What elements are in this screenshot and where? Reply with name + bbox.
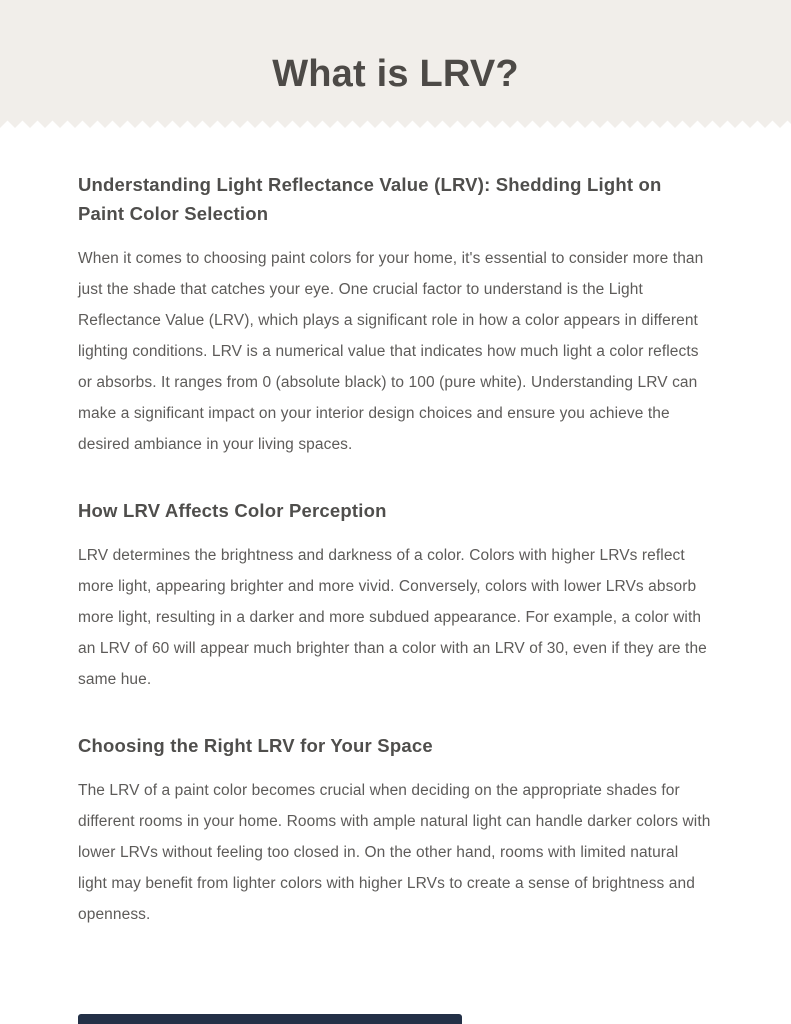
section-heading: Understanding Light Reflectance Value (LRV): Shedding Light on Paint Color Selection [78,174,662,224]
zigzag-border [0,118,791,128]
page-title: What is LRV? [272,53,519,95]
section-paragraph: LRV determines the brightness and darkness of a color. Colors with higher LRVs reflect more light, appearing brighter and more vivid. Conversely, colors with lower LRVs absorb more light, resulting in a darker and more subdued appearance. For example, a color with an LRV of 60 will appear much brighter than a color with an LRV of 30, even if they are the same hue. [78,547,707,688]
section-paragraph: When it comes to choosing paint colors for your home, it's essential to consider more than just the shade that catches your eye. One crucial factor to understand is the Light Reflectance Value (LRV), which plays a significant role in how a color appears in different lighting conditions. LRV is a numerical value that indicates how much light a color reflects or absorbs. It ranges from 0 (absolute black) to 100 (pure white). Understanding LRV can make a significant impact on your interior design choices and ensure you achieve the desired ambiance in your living spaces. [78,250,704,453]
page-header [0,0,791,119]
section-choosing-lrv [78,731,711,930]
section-paragraph: The LRV of a paint color becomes crucial when deciding on the appropriate shades for different rooms in your home. Rooms with ample natural light can handle darker colors with lower LRVs without feeling too closed in. On the other hand, rooms with limited natural light may benefit from lighter colors with higher LRVs to create a sense of brightness and openness. [78,782,711,923]
bottom-bar [78,1014,462,1024]
section-heading: Choosing the Right LRV for Your Space [78,735,433,756]
section-lrv-color-perception [78,496,711,695]
section-understanding-lrv [78,170,711,460]
section-heading: How LRV Affects Color Perception [78,500,387,521]
article-content [0,128,791,930]
